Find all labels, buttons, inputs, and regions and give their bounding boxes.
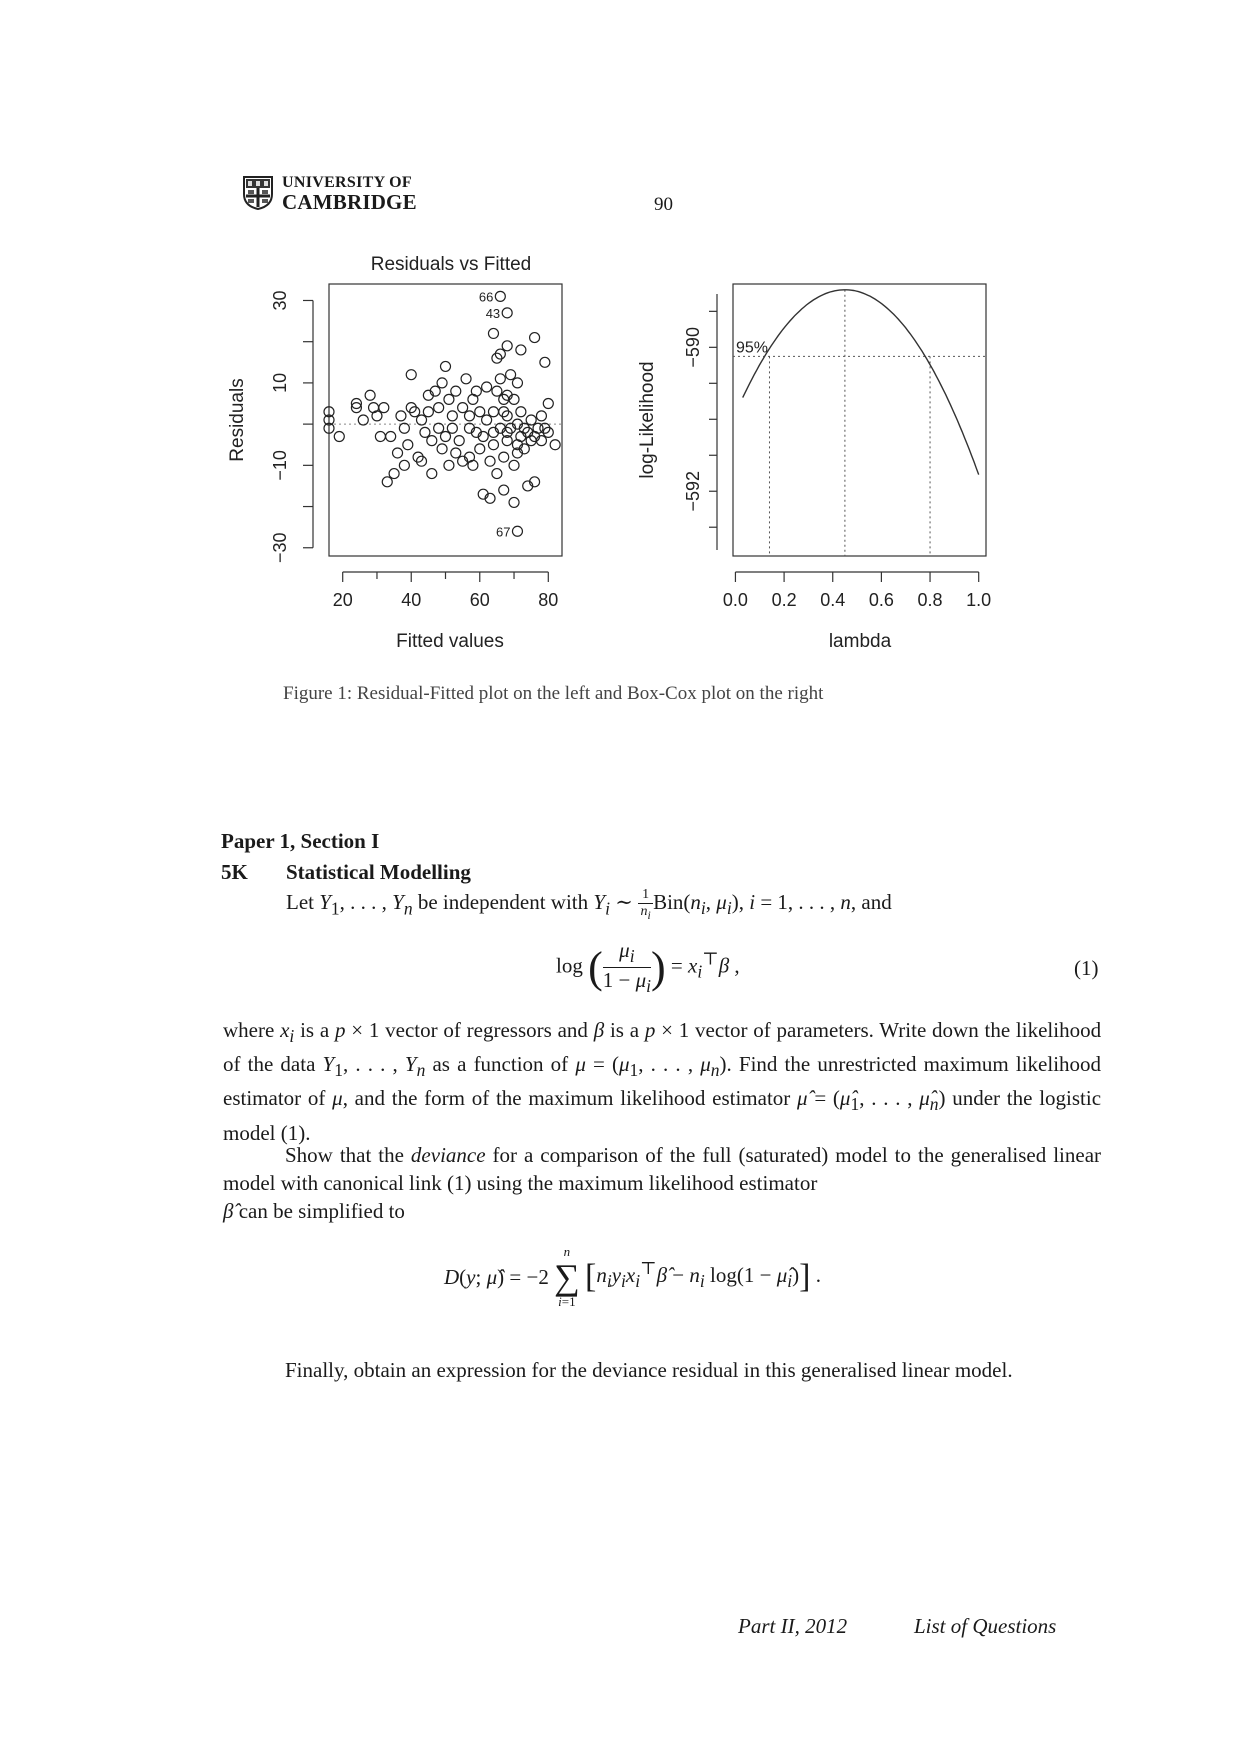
left-plot-frame xyxy=(329,284,562,556)
y-tick-label: 30 xyxy=(270,290,290,311)
scatter-point xyxy=(393,448,403,458)
scatter-point xyxy=(485,456,495,466)
x-tick-label: 60 xyxy=(469,590,490,610)
scatter-point xyxy=(495,291,505,301)
scatter-point xyxy=(482,382,492,392)
scatter-point xyxy=(451,448,461,458)
scatter-point xyxy=(550,440,560,450)
right-x-axis-label: lambda xyxy=(828,631,892,652)
scatter-point xyxy=(492,469,502,479)
y-tick-label: 10 xyxy=(270,372,290,393)
equation-number: (1) xyxy=(1074,956,1099,980)
paragraph-1: where $x_i$ is a p × 1 vector of regressors and β is a p × 1 vector of parameters. Write down the likelihood of the data $Y_1$, . . . , $Y_n$ as a function of $\mu = (\mu_1$, . . . , $\mu_n$). Find the unrestricted maximum likelihood estimator of μ, and the form of the maximum likelihood estimator μ̂ = ($\mû_1$, . . . , $\mû_n$) under the logistic model (1). xyxy=(223,1018,1102,1145)
left-x-axis xyxy=(333,572,559,610)
scatter-point xyxy=(516,345,526,355)
scatter-point xyxy=(543,399,553,409)
scatter-point xyxy=(512,378,522,388)
scatter-point xyxy=(444,394,454,404)
scatter-point xyxy=(502,341,512,351)
scatter-point xyxy=(399,423,409,433)
scatter-point xyxy=(447,411,457,421)
scatter-point xyxy=(499,452,509,462)
scatter-point xyxy=(423,407,433,417)
page-number: 90 xyxy=(654,194,673,215)
paragraph-2: Show that the deviance for a comparison of the full (saturated) model to the generalised linear model with canonical link (1) using the maximum likelihood estimator β̂ can be simplified to xyxy=(223,1143,1102,1223)
scatter-point xyxy=(403,440,413,450)
scatter-point xyxy=(427,469,437,479)
x-tick-label: 80 xyxy=(538,590,559,610)
scatter-point xyxy=(516,407,526,417)
footer-list: List of Questions xyxy=(914,1614,1057,1638)
scatter-point xyxy=(506,370,516,380)
x-tick-label: 40 xyxy=(401,590,422,610)
section-heading: Paper 1, Section I xyxy=(221,829,380,853)
residuals-vs-fitted-chart xyxy=(227,254,562,652)
scatter-point xyxy=(451,386,461,396)
scatter-point xyxy=(441,431,451,441)
scatter-point xyxy=(396,411,406,421)
scatter-point xyxy=(471,386,481,396)
scatter-point xyxy=(461,374,471,384)
scatter-point xyxy=(375,431,385,441)
left-y-axis-label: Residuals xyxy=(227,378,248,462)
scatter-point xyxy=(427,436,437,446)
scatter-point xyxy=(468,460,478,470)
scatter-point xyxy=(499,485,509,495)
scatter-point xyxy=(434,403,444,413)
scatter-point xyxy=(454,436,464,446)
x-tick-label: 0.8 xyxy=(917,590,943,610)
scatter-point xyxy=(372,411,382,421)
university-crest-icon xyxy=(243,176,273,210)
scatter-point xyxy=(399,460,409,470)
scatter-point xyxy=(447,423,457,433)
scatter-point xyxy=(495,374,505,384)
university-name-top: UNIVERSITY OF xyxy=(282,174,412,191)
question-number: 5K xyxy=(221,860,248,884)
equation-logit: log ( $\frac{\mu_i}{1 - \mu_i}$ ) = $x_i^⊤\beta$ , xyxy=(556,938,740,997)
scatter-point xyxy=(379,403,389,413)
scatter-point xyxy=(492,386,502,396)
right-confidence-guides xyxy=(733,290,986,556)
scatter-point xyxy=(482,415,492,425)
left-x-axis-label: Fitted values xyxy=(396,631,504,652)
y-tick-label: −592 xyxy=(683,470,703,512)
paragraph-3: Finally, obtain an expression for the deviance residual in this generalised linear model. xyxy=(285,1358,1013,1382)
x-tick-label: 0.0 xyxy=(722,590,748,610)
scatter-point xyxy=(406,370,416,380)
scatter-point xyxy=(358,415,368,425)
scatter-point xyxy=(458,403,468,413)
scatter-point xyxy=(540,357,550,367)
y-tick-label: −10 xyxy=(270,450,290,481)
x-tick-label: 1.0 xyxy=(966,590,992,610)
scatter-point xyxy=(475,407,485,417)
scatter-point xyxy=(441,361,451,371)
right-y-axis xyxy=(683,294,717,550)
scatter-point xyxy=(530,333,540,343)
scatter-point xyxy=(475,444,485,454)
loglik-curve xyxy=(743,290,979,475)
boxcox-chart xyxy=(637,284,991,652)
y-tick-label: −30 xyxy=(270,532,290,564)
scatter-point xyxy=(334,431,344,441)
ci-95-label: 95% xyxy=(736,339,769,357)
scatter-point xyxy=(488,440,498,450)
scatter-point xyxy=(502,308,512,318)
scatter-point xyxy=(434,423,444,433)
x-tick-label: 0.4 xyxy=(820,590,846,610)
scatter-point xyxy=(365,390,375,400)
left-scatter-points xyxy=(324,328,560,507)
scatter-point xyxy=(509,460,519,470)
scatter-point xyxy=(488,328,498,338)
scatter-point xyxy=(382,477,392,487)
right-plot-frame xyxy=(733,284,986,556)
right-y-axis-label: log-Likelihood xyxy=(637,361,658,479)
scatter-point xyxy=(444,460,454,470)
scatter-point xyxy=(464,411,474,421)
scatter-point xyxy=(488,407,498,417)
figure-caption: Figure 1: Residual-Fitted plot on the left and Box-Cox plot on the right xyxy=(283,683,824,704)
x-tick-label: 20 xyxy=(332,590,353,610)
scatter-point xyxy=(417,415,427,425)
scatter-point xyxy=(512,526,522,536)
university-name-bottom: CAMBRIDGE xyxy=(282,190,417,214)
left-chart-title: Residuals vs Fitted xyxy=(370,254,532,275)
point-label: 43 xyxy=(485,305,501,321)
x-tick-label: 0.6 xyxy=(868,590,894,610)
scatter-point xyxy=(526,415,536,425)
x-tick-label: 0.2 xyxy=(771,590,797,610)
question-intro: Let $Y_1$, . . . , $Y_n$ be independent with $Y_i$ ∼ $\frac{1}{n_i}$ $Bin(n_i$, $\mu_i$), i = 1, . . . , n, and xyxy=(286,887,892,922)
scatter-point xyxy=(420,427,430,437)
point-label: 67 xyxy=(495,524,511,540)
right-x-axis xyxy=(723,572,991,610)
scatter-point xyxy=(437,378,447,388)
footer-part: Part II, 2012 xyxy=(738,1614,848,1638)
scatter-point xyxy=(389,469,399,479)
left-y-axis xyxy=(270,290,313,563)
scatter-point xyxy=(386,431,396,441)
figure-residual-boxcox xyxy=(215,240,1015,670)
scatter-point xyxy=(536,411,546,421)
scatter-point xyxy=(509,497,519,507)
equation-deviance: D(y; μ̂) = −2 n ∑ i=1 [$n_iy_ix_i^⊤\betâ - n_i$ $\log(1 - \mû_i)$] . xyxy=(444,1244,821,1309)
point-label: 66 xyxy=(478,289,494,305)
scatter-point xyxy=(437,444,447,454)
question-title: Statistical Modelling xyxy=(286,860,471,884)
y-tick-label: −590 xyxy=(683,327,703,368)
